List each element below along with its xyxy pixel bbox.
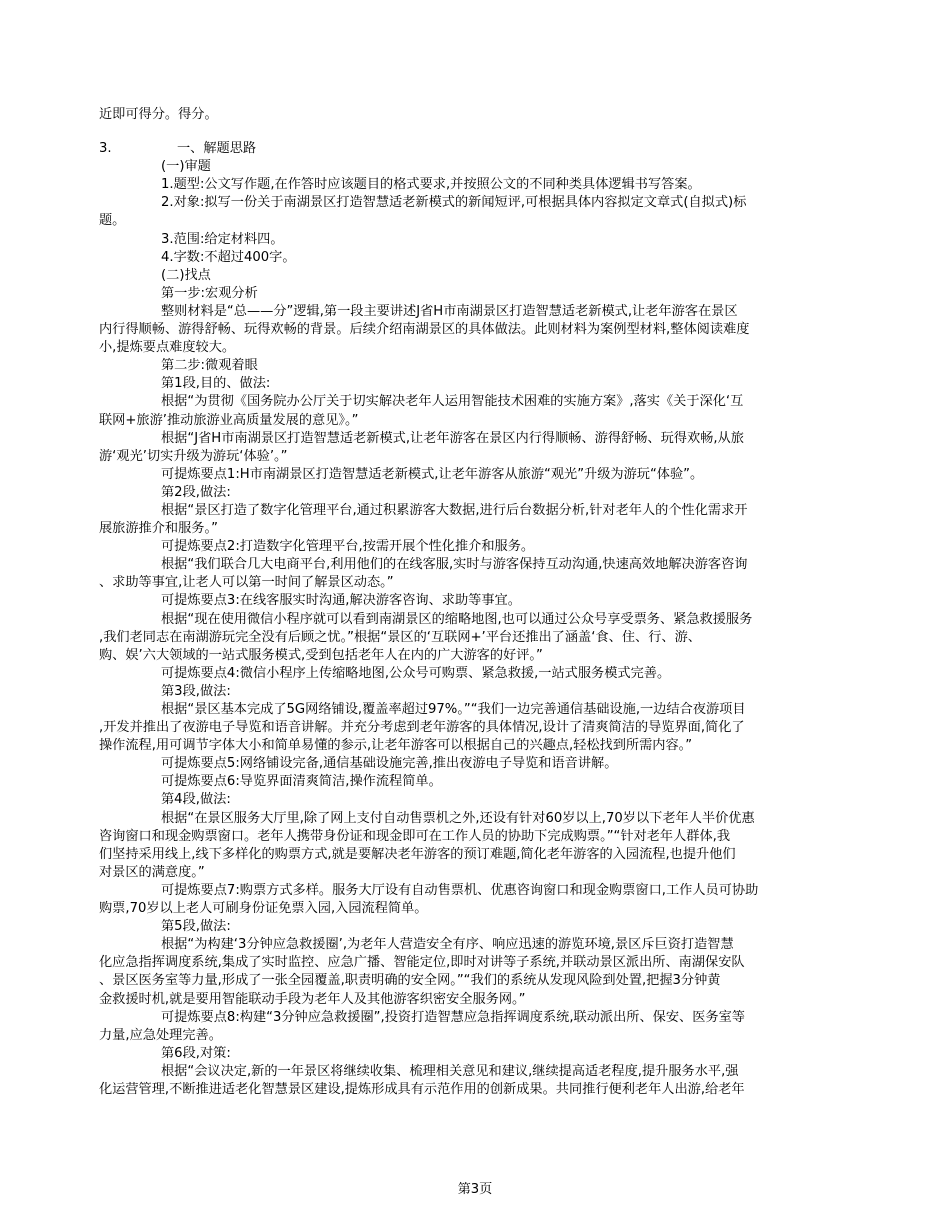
- text-line: 咨询窗口和现金购票窗口。老年人携带身份证和现金即可在工作人员的协助下完成购票。”“针对老年人群体,我: [99, 828, 731, 844]
- text-line: 根据“现在使用微信小程序就可以看到南湖景区的缩略地图,也可以通过公众号享受票务、紧急救援服务: [161, 611, 753, 627]
- text-line: 展旅游推介和服务。”: [99, 521, 218, 537]
- text-line: 游‘观光’切实升级为游玩‘体验’。”: [99, 448, 288, 464]
- text-line: 们坚持采用线上,线下多样化的购票方式,就是要解决老年游客的预订难题,简化老年游客的入园流程,也提升他们: [99, 846, 736, 862]
- text-line: 可提炼要点2:打造数字化管理平台,按需开展个性化推介和服务。: [161, 539, 535, 555]
- text-line: 、景区医务室等力量,形成了一张全园覆盖,职责明确的安全网。”“我们的系统从发现风险到处置,把握3分钟黄: [99, 973, 721, 989]
- section-title: 一、解题思路: [177, 141, 257, 157]
- text-line: 第二步:微观着眼: [161, 358, 258, 374]
- text-line: 力量,应急处理完善。: [99, 1027, 222, 1043]
- text-line: 根据“为贯彻《国务院办公厅关于切实解决老年人运用智能技术困难的实施方案》,落实《关于深化‘互: [161, 394, 744, 410]
- text-line: 金救援时机,就是要用智能联动手段为老年人及其他游客织密安全服务网。”: [99, 991, 526, 1007]
- text-line: 3.范围:给定材料四。: [161, 231, 284, 247]
- text-line: 根据“景区打造了数字化管理平台,通过积累游客大数据,进行后台数据分析,针对老年人的个性化需求开: [161, 502, 748, 518]
- text-line: 可提炼要点1:H市南湖景区打造智慧适老新模式,让老年游客从旅游“观光”升级为游玩“体验”。: [161, 466, 704, 482]
- text-line: (二)找点: [161, 267, 211, 283]
- text-line: ,开发并推出了夜游电子导览和语音讲解。并充分考虑到老年游客的具体情况,设计了清爽简洁的导览界面,简化了: [99, 720, 745, 736]
- text-line: 第1段,目的、做法:: [161, 376, 271, 392]
- text-line: 购、娱’六大领域的一站式服务模式,受到包括老年人在内的广大游客的好评。”: [99, 647, 543, 663]
- text-line: ,我们老同志在南湖游玩完全没有后顾之忧。”根据“景区的‘互联网+’平台还推出了涵盖‘食、住、行、游、: [99, 629, 701, 645]
- text-line: 第5段,做法:: [161, 919, 231, 935]
- text-line: 根据“我们联合几大电商平台,利用他们的在线客服,实时与游客保持互动沟通,快速高效地解决游客咨询: [161, 557, 748, 573]
- text-line: 可提炼要点4:微信小程序上传缩略地图,公众号可购票、紧急救援,一站式服务模式完善。: [161, 665, 671, 681]
- text-line: 根据“J省H市南湖景区打造智慧适老新模式,让老年游客在景区内行得顺畅、游得舒畅、玩得欢畅,从旅: [161, 430, 744, 446]
- text-line: 根据“为构建‘3分钟应急救援圈’,为老年人营造安全有序、响应迅速的游览环境,景区斥巨资打造智慧: [161, 937, 734, 953]
- text-line: 化应急指挥调度系统,集成了实时监控、应急广播、智能定位,即时对讲等子系统,并联动景区派出所、南湖保安队: [99, 955, 745, 971]
- text-line: 化运营管理,不断推进适老化智慧景区建设,提炼形成具有示范作用的创新成果。共同推行便利老年人出游,给老年: [99, 1081, 745, 1097]
- text-line: 内行得顺畅、游得舒畅、玩得欢畅的背景。后续介绍南湖景区的具体做法。此则材料为案例型材料,整体阅读难度: [99, 322, 750, 338]
- text-line: 可提炼要点3:在线客服实时沟通,解决游客咨询、求助等事宜。: [161, 593, 521, 609]
- spacer: [99, 124, 869, 140]
- section-heading: [99, 140, 869, 158]
- text-line: 操作流程,用可调节字体大小和简单易懂的参示,让老年游客可以根据自己的兴趣点,轻松找到所需内容。”: [99, 738, 693, 754]
- text-line: 根据“会议决定,新的一年景区将继续收集、梳理相关意见和建议,继续提高适老程度,提升服务水平,强: [161, 1063, 739, 1079]
- document-body: [99, 106, 869, 1099]
- text-line: 对景区的满意度。”: [99, 864, 205, 880]
- text-line: 2.对象:拟写一份关于南湖景区打造智慧适老新模式的新闻短评,可根据具体内容拟定文章式(自拟式)标: [161, 195, 747, 211]
- lead-line: 近即可得分。得分。: [99, 107, 218, 122]
- text-line: 第2段,做法:: [161, 484, 231, 500]
- text-line: 第3段,做法:: [161, 683, 231, 699]
- text-line: 1.题型:公文写作题,在作答时应该题目的格式要求,并按照公文的不同种类具体逻辑书写答案。: [161, 177, 701, 193]
- text-line: (一)审题: [161, 159, 211, 175]
- text-line: 联网+旅游’推动旅游业高质量发展的意见》。”: [99, 412, 359, 428]
- page-number: 第3页: [457, 1182, 493, 1197]
- text-line: 整则材料是“总——分”逻辑,第一段主要讲述J省H市南湖景区打造智慧适老新模式,让老年游客在景区: [161, 303, 738, 319]
- paragraph-lines: [99, 158, 869, 1099]
- text-line: 根据“景区基本完成了5G网络铺设,覆盖率超过97%。”“我们一边完善通信基础设施,一边结合夜游项目: [161, 702, 746, 717]
- text-line: 第4段,做法:: [161, 792, 231, 808]
- section-number: 3.: [99, 141, 112, 157]
- text-line: 可提炼要点7:购票方式多样。服务大厅设有自动售票机、优惠咨询窗口和现金购票窗口,工作人员可协助: [161, 882, 759, 898]
- text-line: 可提炼要点6:导览界面清爽简洁,操作流程简单。: [161, 774, 442, 790]
- text-line: 第一步:宏观分析: [161, 285, 258, 301]
- text-line: 根据“在景区服务大厅里,除了网上支付自动售票机之外,还设有针对60岁以上,70岁以下老年人半价优惠: [161, 810, 755, 826]
- text-line: 可提炼要点5:网络铺设完备,通信基础设施完善,推出夜游电子导览和语音讲解。: [161, 756, 618, 772]
- text-line: 4.字数:不超过400字。: [161, 249, 296, 265]
- text-line: 、求助等事宜,让老人可以第一时间了解景区动态。”: [99, 575, 394, 591]
- text-line: 可提炼要点8:构建“3分钟应急救援圈”,投资打造智慧应急指挥调度系统,联动派出所、保安、医务室等: [161, 1009, 745, 1025]
- text-line: 小,提炼要点难度较大。: [99, 340, 236, 356]
- text-line: 第6段,对策:: [161, 1045, 231, 1061]
- text-line: 购票,70岁以上老人可刷身份证免票入园,入园流程简单。: [99, 901, 428, 917]
- text-line: 题。: [99, 213, 126, 229]
